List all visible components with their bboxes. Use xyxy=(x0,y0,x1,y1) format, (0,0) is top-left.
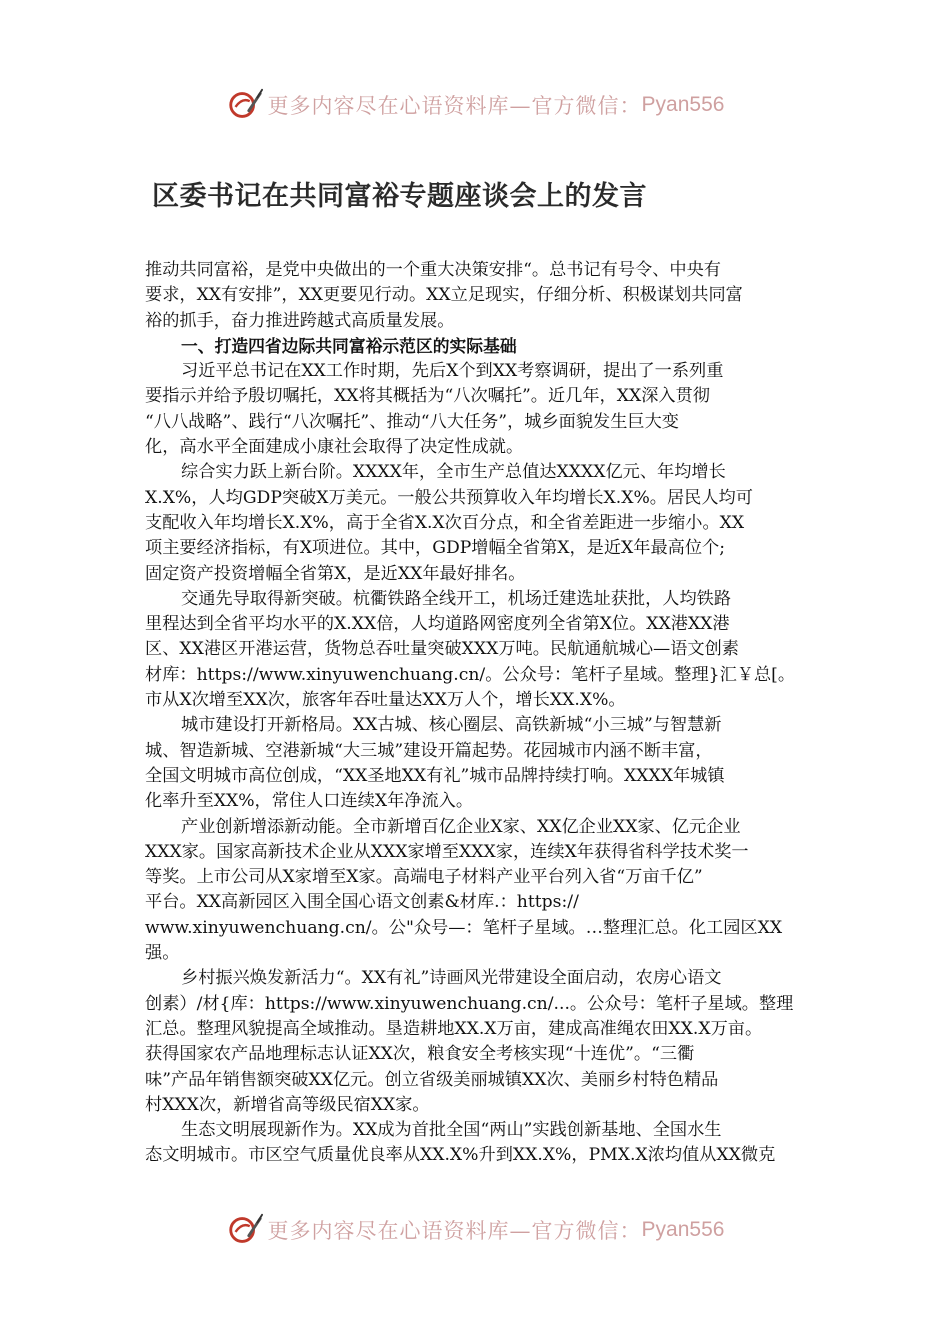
body-line: 化率升至XX%，常住人口连续X年净流入。 xyxy=(145,791,474,812)
body-line: 要求，XX有安排”，XX更要见行动。XX立足现实，仔细分析、积极谋划共同富 xyxy=(145,285,743,306)
banner-text: 更多内容尽在心语资料库—官方微信： xyxy=(267,1219,642,1243)
body-line: XXX家。国家高新技术企业从XXX家增至XXX家，连续X年获得省科学技术奖一 xyxy=(145,841,749,862)
body-line: 乡村振兴焕发新活力“。XX有礼”诗画风光带建设全面启动，农房心语文 xyxy=(181,968,722,989)
body-line: 创素）/材{库：https://www.xinyuwenchuang.cn/...。公众号：笔杆子星域。整理 xyxy=(145,993,794,1014)
body-line: www.xinyuwenchuang.cn/。公"众号—：笔杆子星域。…整理汇总。化工园区XX xyxy=(145,917,783,938)
footer-watermark-banner xyxy=(0,1205,950,1255)
body-line: 获得国家农产品地理标志认证XX次，粮食安全考核实现“十连优”。“三衢 xyxy=(145,1044,695,1065)
body-line: 味”产品年销售额突破XX亿元。创立省级美丽城镇XX次、美丽乡村特色精品 xyxy=(145,1069,719,1090)
brush-logo-icon xyxy=(226,86,264,124)
body-line: 化，高水平全面建成小康社会取得了决定性成就。 xyxy=(145,437,524,458)
body-line: 项主要经济指标，有X项进位。其中，GDP增幅全省第X，是近X年最高位个; xyxy=(145,538,726,559)
body-line: 裕的抓手，奋力推进跨越式高质量发展。 xyxy=(145,310,455,331)
body-line: 全国文明城市高位创成，“XX圣地XX有礼”城市品牌持续打响。XXXX年城镇 xyxy=(145,765,725,786)
body-line: X.X%，人均GDP突破X万美元。一般公共预算收入年均增长X.X%。居民人均可 xyxy=(145,487,753,508)
header-watermark-banner xyxy=(0,80,950,130)
section-heading: 一、打造四省边际共同富裕示范区的实际基础 xyxy=(181,335,517,356)
body-line: 区、XX港区开港运营，货物总吞吐量突破XXX万吨。民航通航城心—语文创素 xyxy=(145,639,739,660)
body-line: 城市建设打开新格局。XX古城、核心圈层、高铁新城“小三城”与智慧新 xyxy=(181,715,722,736)
body-line: 固定资产投资增幅全省第X，是近XX年最好排名。 xyxy=(145,563,526,584)
body-line: 要指示并给予殷切嘱托，XX将其概括为“八次嘱托”。近几年，XX深入贯彻 xyxy=(145,386,710,407)
body-line: 强。 xyxy=(145,943,180,964)
banner-wechat-id: Pyan556 xyxy=(641,93,725,116)
banner-text: 更多内容尽在心语资料库—官方微信： xyxy=(267,94,642,118)
body-line: 支配收入年均增长X.X%，高于全省X.X次百分点，和全省差距进一步缩小。XX xyxy=(145,512,745,533)
body-line: 村XXX次，新增省高等级民宿XX家。 xyxy=(145,1094,430,1115)
body-line: 产业创新增添新动能。全市新增百亿企业X家、XX亿企业XX家、亿元企业 xyxy=(181,816,741,837)
body-line: 生态文明展现新作为。XX成为首批全国“两山”实践创新基地、全国水生 xyxy=(181,1120,722,1141)
body-line: 态文明城市。市区空气质量优良率从XX.X%升到XX.X%，PMX.X浓均值从XX微克 xyxy=(145,1145,776,1166)
body-line: 平台。XX高新园区入围全国心语文创素&材库.：https:// xyxy=(145,892,579,913)
body-line: 汇总。整理风貌提高全域推动。垦造耕地XX.X万亩，建成高准绳农田XX.X万亩。 xyxy=(145,1018,763,1039)
brush-logo-icon xyxy=(226,1211,264,1249)
body-line: 里程达到全省平均水平的X.XX倍，人均道路网密度列全省第X位。XX港XX港 xyxy=(145,614,730,635)
body-line: 推动共同富裕，是党中央做出的一个重大决策安排“。总书记有号令、中央有 xyxy=(145,260,721,280)
body-line: 综合实力跃上新台阶。XXXX年，全市生产总值达XXXX亿元、年均增长 xyxy=(181,462,726,483)
body-line: 等奖。上市公司从X家增至X家。高端电子材料产业平台列入省“万亩千亿” xyxy=(145,867,703,888)
banner-wechat-id: Pyan556 xyxy=(641,1218,725,1241)
body-line: 材库：https://www.xinyuwenchuang.cn/。公众号：笔杆子星域。整理}汇￥总[。 xyxy=(145,664,796,685)
body-line: “八八战略”、践行“八次嘱托”、推动“八大任务”，城乡面貌发生巨大变 xyxy=(145,411,679,432)
body-line: 市从X次增至XX次，旅客年吞吐量达XX万人个，增长XX.X%。 xyxy=(145,690,626,711)
body-line: 城、智造新城、空港新城“大三城”建设开篇起势。花园城市内涵不断丰富， xyxy=(145,740,713,761)
body-line: 交通先导取得新突破。杭衢铁路全线开工，机场迁建选址获批，人均铁路 xyxy=(181,588,732,609)
body-line: 习近平总书记在XX工作时期，先后X个到XX考察调研，提出了一系列重 xyxy=(181,361,724,382)
document-body xyxy=(145,258,805,1169)
document-title: 区委书记在共同富裕专题座谈会上的发言 xyxy=(152,181,647,212)
